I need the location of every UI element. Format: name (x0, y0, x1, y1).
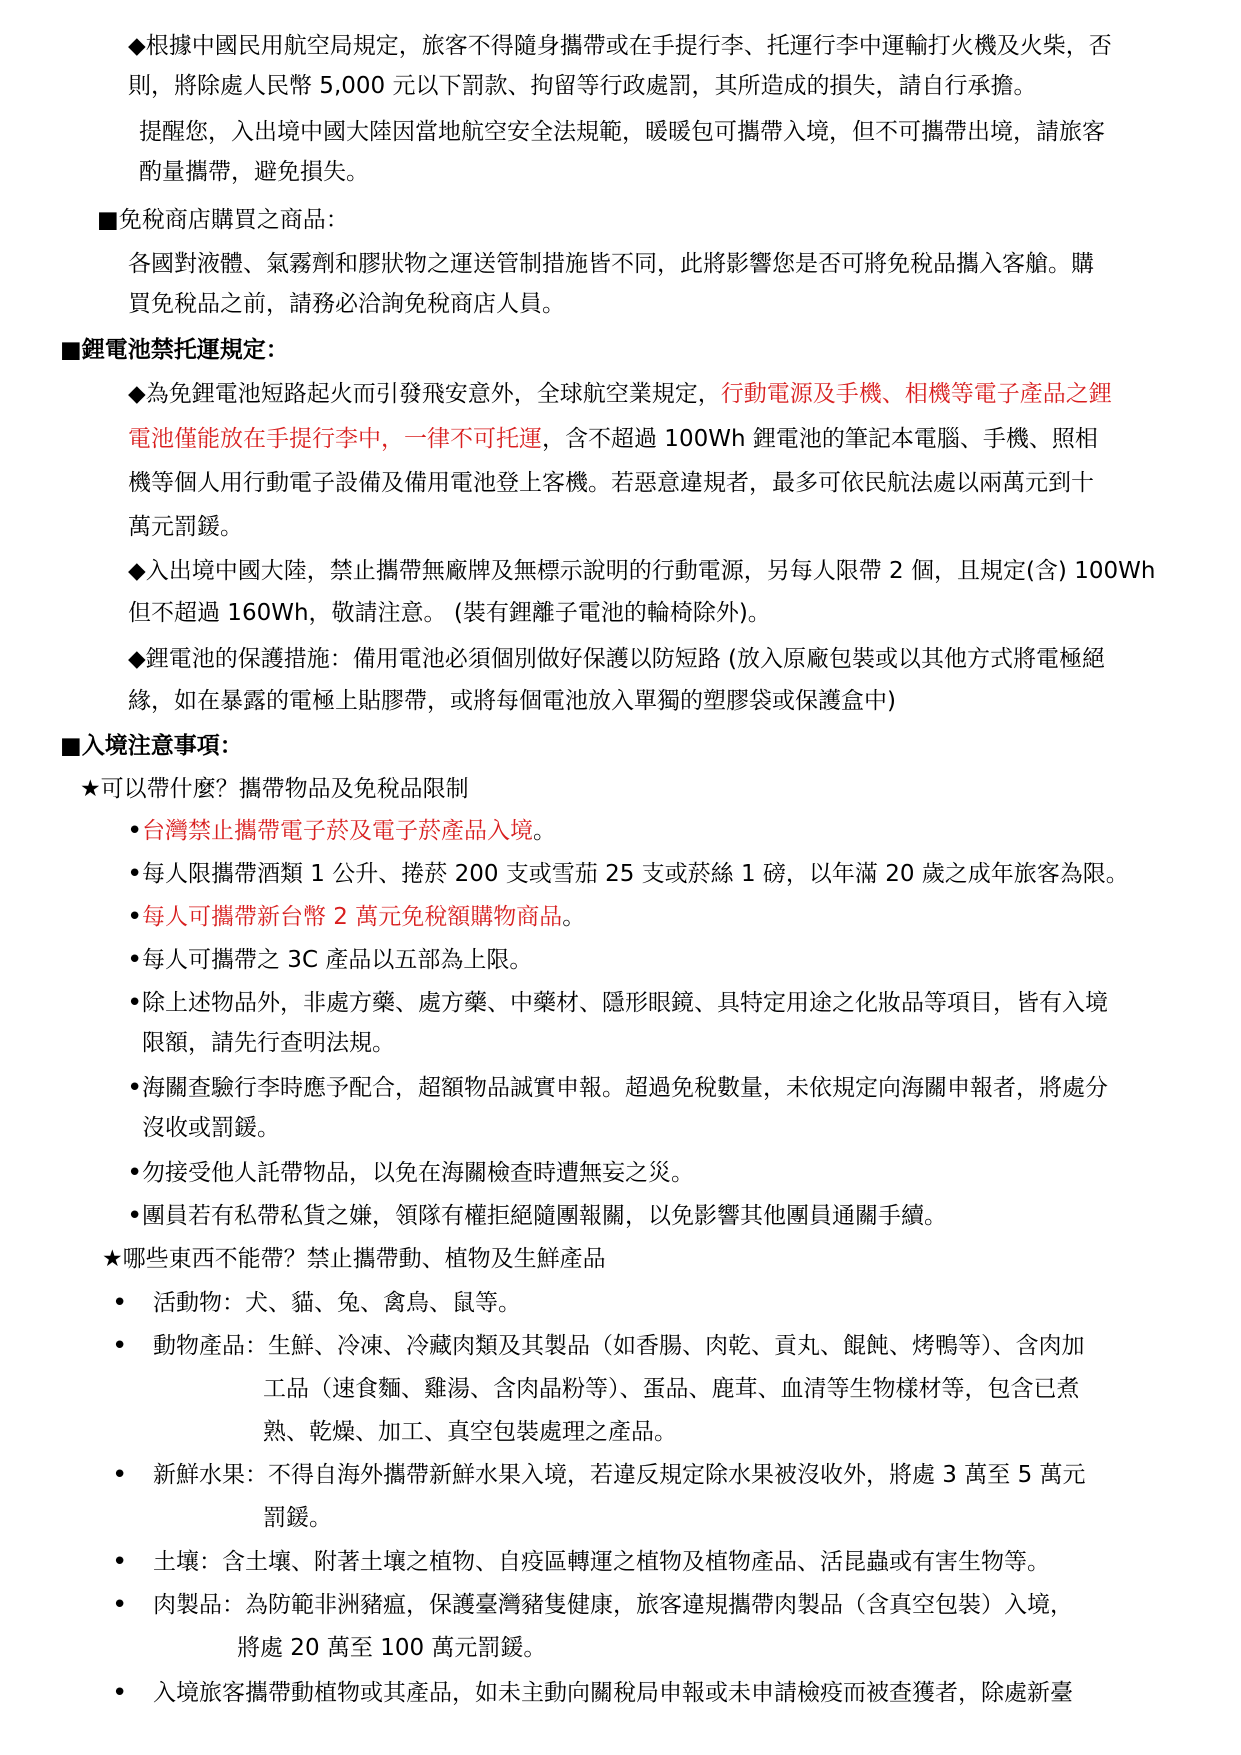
entry-item-8: 團員若有私帶私貨之嫌，領隊有權拒絕隨團報關，以免影響其他團員通關手續。 (142, 1203, 947, 1229)
bullet-dot: • (127, 988, 143, 1018)
bullet-dot: • (127, 1073, 143, 1103)
prohibited-item-2-line-2: 工品（速食麵、雞湯、含肉晶粉等）、蛋品、鹿茸、血清等生物樣材等，包含已煮 (263, 1376, 1080, 1402)
entry-item-2: 每人限攜帶酒類 1 公升、捲菸 200 支或雪茄 25 支或菸絲 1 磅，以年滿 20 歲之成年旅客為限。 (142, 861, 1129, 887)
bullet-dot: • (112, 1460, 128, 1490)
handwarmer-note-line-1: 提醒您，入出境中國大陸因當地航空安全法規範，暖暖包可攜帶入境，但不可攜帶出境，請旅客 (139, 119, 1105, 145)
lithium-bullet1-line-4: 萬元罰鍰。 (128, 514, 243, 540)
entry-item-6-line-1: 海關查驗行李時應予配合，超額物品誠實申報。超過免稅數量，未依規定向海關申報者，將處分 (142, 1075, 1108, 1101)
prohibited-item-3-line-2: 罰鍰。 (263, 1505, 332, 1531)
bullet-dot: • (127, 902, 143, 932)
bullet-dot: • (127, 945, 143, 975)
lithium-bullet1-line-2 (128, 423, 1098, 455)
dutyfree-allowance-text: 每人可攜帶新台幣 2 萬元免稅額購物商品 (142, 904, 563, 930)
entry-prohibited-subheading: ★哪些東西不能帶？禁止攜帶動、植物及生鮮產品 (102, 1246, 606, 1272)
bullet-dot: • (112, 1547, 128, 1577)
bullet-dot: • (112, 1288, 128, 1318)
lithium-bullet3-line-1: ◆鋰電池的保護措施：備用電池必須個別做好保護以防短路 (放入原廠包裝或以其他方式將電極絕 (128, 646, 1105, 672)
prohibited-item-5-line-1: 肉製品：為防範非洲豬瘟，保護臺灣豬隻健康，旅客違規攜帶肉製品（含真空包裝）入境， (153, 1592, 1073, 1618)
lithium-bullet1-line-3: 機等個人用行動電子設備及備用電池登上客機。若惡意違規者，最多可依民航法處以兩萬元到十 (128, 470, 1094, 496)
ecig-ban-period: 。 (533, 818, 556, 844)
prohibited-item-1: 活動物：犬、貓、兔、禽鳥、鼠等。 (153, 1290, 521, 1316)
bullet-dot: • (127, 1201, 143, 1231)
bullet-dot: • (112, 1590, 128, 1620)
bullet-dot: • (127, 816, 143, 846)
bullet-dot: • (127, 1158, 143, 1188)
bullet-dot: • (127, 859, 143, 889)
lithium-bullet2-line-2: 但不超過 160Wh，敬請注意。 (裝有鋰離子電池的輪椅除外)。 (128, 600, 771, 626)
entry-item-5-line-2: 限額，請先行查明法規。 (142, 1030, 395, 1056)
entry-item-5-line-1: 除上述物品外，非處方藥、處方藥、中藥材、隱形眼鏡、具特定用途之化妝品等項目，皆有入境 (142, 990, 1108, 1016)
prohibited-item-6: 入境旅客攜帶動植物或其產品，如未主動向關稅局申報或未申請檢疫而被查獲者，除處新臺 (153, 1680, 1073, 1706)
handwarmer-note-line-2: 酌量攜帶，避免損失。 (139, 159, 369, 185)
entry-item-4: 每人可攜帶之 3C 產品以五部為上限。 (142, 947, 533, 973)
lighter-rule-line-2: 則，將除處人民幣 5,000 元以下罰款、拘留等行政處罰，其所造成的損失，請自行承擔。 (128, 73, 1037, 99)
entry-item-1 (142, 815, 556, 847)
entry-item-6-line-2: 沒收或罰鍰。 (142, 1115, 280, 1141)
lithium-bullet1-highlight: 行動電源及手機、相機等電子產品之鋰 (720, 381, 1112, 407)
prohibited-item-5-line-2: 將處 20 萬至 100 萬元罰鍰。 (237, 1635, 547, 1661)
dutyfree-heading: ■免稅商店購買之商品： (97, 207, 349, 233)
lithium-bullet1-text-cont: ，含不超過 100Wh 鋰電池的筆記本電腦、手機、照相 (542, 426, 1098, 452)
lithium-bullet1-highlight-cont: 電池僅能放在手提行李中，一律不可托運 (128, 426, 542, 452)
entry-allowed-subheading: ★可以帶什麼？攜帶物品及免稅品限制 (80, 776, 469, 802)
dutyfree-text-line-2: 買免稅品之前，請務必洽詢免稅商店人員。 (128, 291, 565, 317)
lithium-heading: ■鋰電池禁托運規定： (60, 337, 289, 363)
lighter-rule-line-1: ◆根據中國民用航空局規定，旅客不得隨身攜帶或在手提行李、托運行李中運輸打火機及火柴，否 (128, 33, 1112, 59)
dutyfree-allowance-period: 。 (562, 904, 586, 930)
entry-item-3 (142, 901, 585, 933)
entry-heading: ■入境注意事項： (60, 733, 243, 759)
lithium-bullet3-line-2: 緣，如在暴露的電極上貼膠帶，或將每個電池放入單獨的塑膠袋或保護盒中) (128, 688, 896, 714)
lithium-bullet1-line-1 (128, 378, 1112, 410)
bullet-dot: • (112, 1331, 128, 1361)
prohibited-item-3-line-1: 新鮮水果：不得自海外攜帶新鮮水果入境，若違反規定除水果被沒收外，將處 3 萬至 5 萬元 (153, 1462, 1086, 1488)
dutyfree-text-line-1: 各國對液體、氣霧劑和膠狀物之運送管制措施皆不同，此將影響您是否可將免稅品攜入客艙。購 (128, 251, 1094, 277)
prohibited-item-2-line-1: 動物產品：生鮮、冷凍、冷藏肉類及其製品（如香腸、肉乾、貢丸、餛飩、烤鴨等）、含肉加 (153, 1333, 1085, 1359)
lithium-bullet2-line-1: ◆入出境中國大陸，禁止攜帶無廠牌及無標示說明的行動電源，另每人限帶 2 個，且規定(含) 100Wh (128, 558, 1156, 584)
ecig-ban-text: 台灣禁止攜帶電子菸及電子菸產品入境 (142, 818, 533, 844)
prohibited-item-4: 土壤：含土壤、附著土壤之植物、自疫區轉運之植物及植物產品、活昆蟲或有害生物等。 (153, 1549, 1050, 1575)
lithium-bullet1-text: ◆為免鋰電池短路起火而引發飛安意外，全球航空業規定， (128, 381, 721, 407)
entry-item-7: 勿接受他人託帶物品，以免在海關檢查時遭無妄之災。 (142, 1160, 694, 1186)
prohibited-item-2-line-3: 熟、乾燥、加工、真空包裝處理之產品。 (263, 1419, 677, 1445)
bullet-dot: • (112, 1678, 128, 1708)
